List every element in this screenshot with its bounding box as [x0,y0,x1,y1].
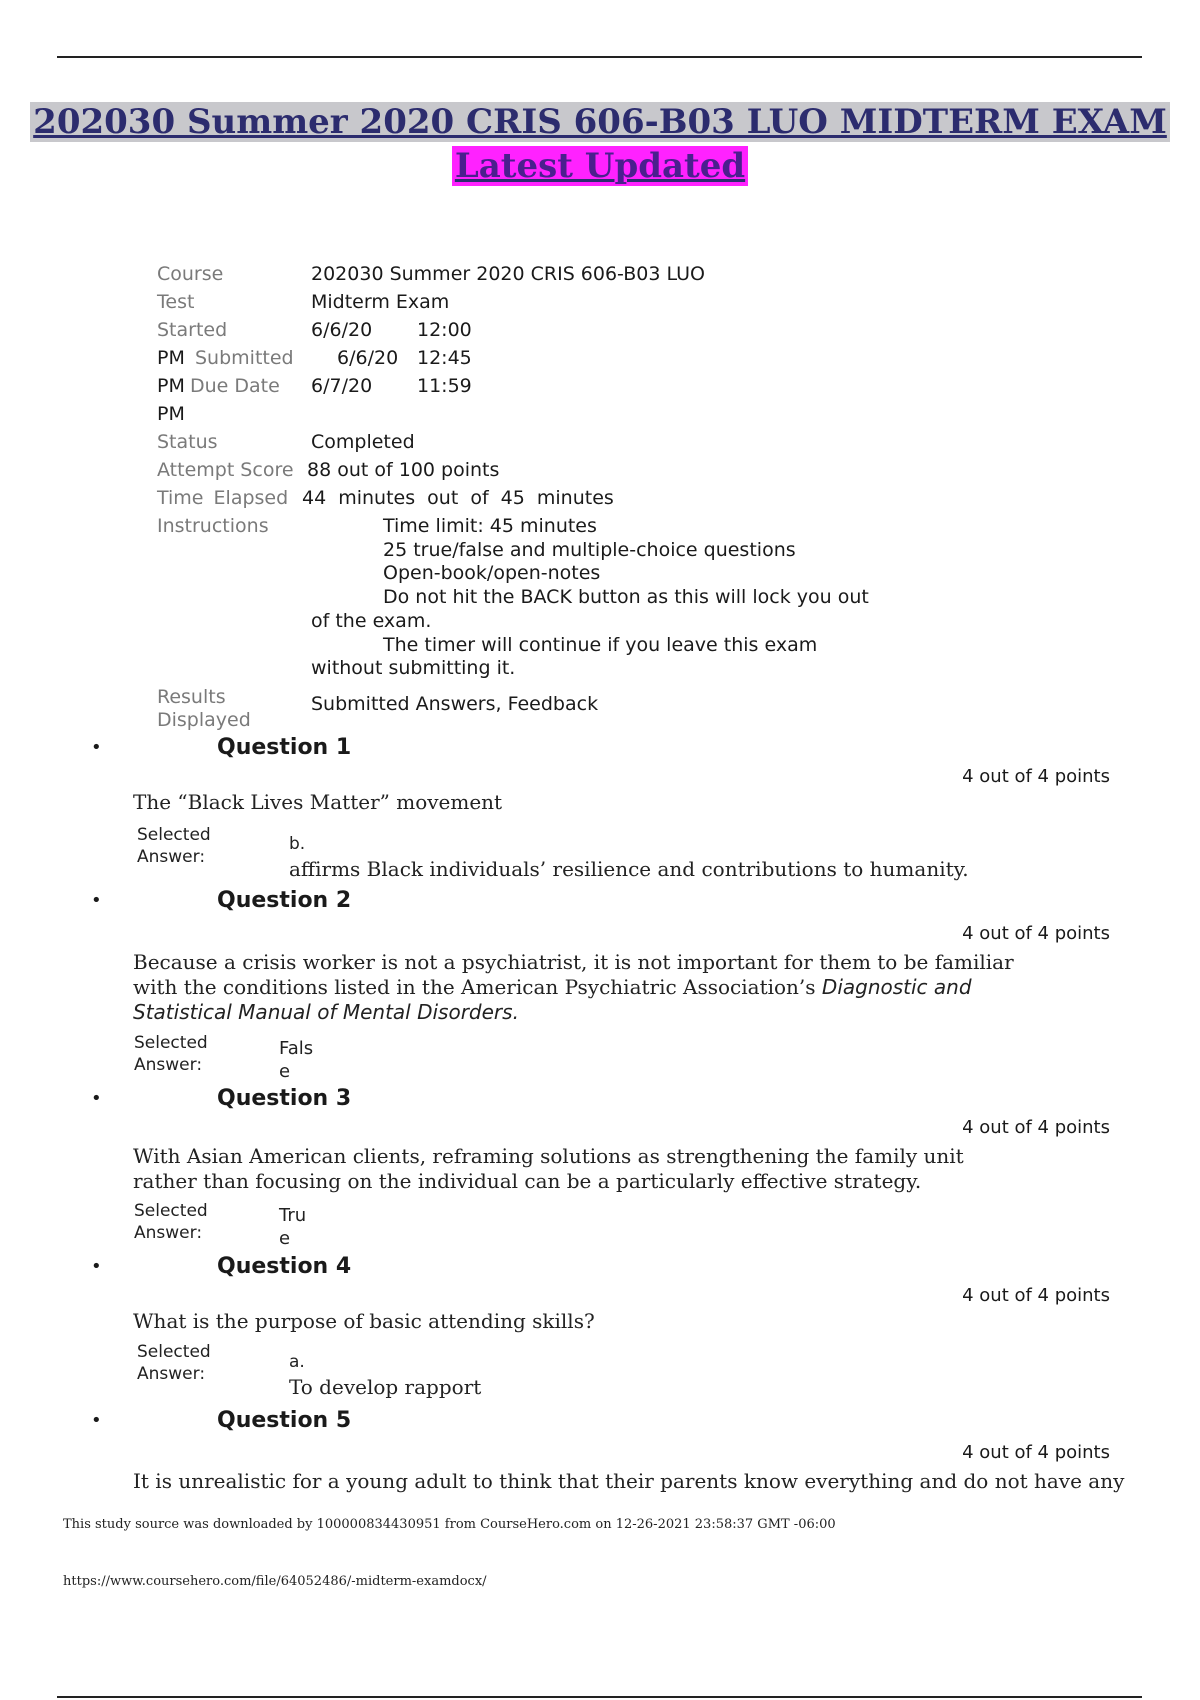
selected-label-line1: Selected [134,1033,208,1053]
instructions-line-7: without submitting it. [311,657,516,679]
question-points: 4 out of 4 points [962,1285,1110,1306]
due-date-label: Due Date [190,375,280,397]
started-time: 12:00 [417,319,472,341]
question-text-main: Because a crisis worker is not a psychiatrist, it is not important for them to be familiar with the conditions listed in the American Psychiatric Association’s [133,950,1014,999]
results-label-2: Displayed [157,709,251,731]
course-value: 202030 Summer 2020 CRIS 606-B03 LUO [311,263,705,285]
question-text: With Asian American clients, reframing solutions as strengthening the family unit rather than focusing on the individual can be a particularly effective strategy. [133,1144,964,1193]
instructions-line-6: The timer will continue if you leave this exam [383,634,818,656]
submitted-prefix: PM [157,347,185,369]
bullet: • [91,890,102,911]
question-text: It is unrealistic for a young adult to think that their parents know everything and do not have any [133,1469,1125,1493]
selected-label-line2: Answer: [134,1223,203,1243]
question-points: 4 out of 4 points [962,1442,1110,1463]
bottom-rule [57,1696,1142,1698]
due-time: 11:59 [417,375,472,397]
question-title: Question 4 [217,1254,352,1279]
started-label: Started [157,319,228,341]
answer-letter: a. [289,1352,305,1372]
question-points: 4 out of 4 points [962,766,1110,787]
due-suffix: PM [157,403,185,425]
question-title: Question 2 [217,888,352,913]
question-title: Question 3 [217,1086,352,1111]
results-label-1: Results [157,686,226,708]
instructions-label: Instructions [157,515,269,537]
page-title [0,102,1200,142]
page-title-line2: Latest Updated [452,146,748,186]
selected-label-line2: Answer: [137,847,206,867]
selected-answer-label [137,824,211,868]
bullet: • [91,1256,102,1277]
submitted-label: Submitted [195,347,294,369]
bullet: • [91,1088,102,1109]
answer-text: False [279,1038,314,1082]
due-prefix: PM [157,375,185,397]
question-points: 4 out of 4 points [962,923,1110,944]
submitted-time: 12:45 [417,347,472,369]
attempt-score-value: 88 out of 100 points [307,459,500,481]
attempt-score-label: Attempt Score [157,459,294,481]
due-date: 6/7/20 [311,375,373,397]
selected-answer-label [137,1341,211,1385]
question-title: Question 1 [217,735,352,760]
answer-text: To develop rapport [289,1375,482,1399]
started-date: 6/6/20 [311,319,373,341]
selected-label-line1: Selected [137,1342,211,1362]
selected-answer-label [134,1200,208,1244]
selected-answer-label [134,1032,208,1076]
selected-label-line1: Selected [137,825,211,845]
source-url[interactable]: https://www.coursehero.com/file/64052486/-midterm-examdocx/ [63,1574,487,1589]
top-rule [57,56,1142,58]
selected-label-line2: Answer: [137,1364,206,1384]
question-text-italic: Diagnostic and Statistical Manual of Mental Disorders. [133,975,972,1024]
instructions-line-3: Open-book/open-notes [383,562,601,584]
instructions-line-5: of the exam. [311,610,432,632]
selected-label-line1: Selected [134,1201,208,1221]
bullet: • [91,1410,102,1431]
instructions-line-2: 25 true/false and multiple-choice questions [383,539,796,561]
results-value: Submitted Answers, Feedback [311,693,599,715]
answer-letter: b. [289,834,306,854]
instructions-line-4: Do not hit the BACK button as this will lock you out [383,586,869,608]
time-elapsed-label: Time Elapsed [157,487,289,509]
test-label: Test [157,291,195,313]
question-text: What is the purpose of basic attending skills? [133,1309,595,1333]
answer-text: affirms Black individuals’ resilience and contributions to humanity. [289,857,969,881]
status-value: Completed [311,431,415,453]
status-label: Status [157,431,218,453]
question-text: The “Black Lives Matter” movement [133,790,503,814]
course-label: Course [157,263,224,285]
time-elapsed-value: 44 minutes out of 45 minutes [302,487,614,509]
page-title-line1: 202030 Summer 2020 CRIS 606-B03 LUO MIDTERM EXAM [30,102,1170,142]
question-points: 4 out of 4 points [962,1117,1110,1138]
instructions-line-1: Time limit: 45 minutes [383,515,597,537]
answer-text: True [279,1205,307,1249]
download-note: This study source was downloaded by 100000834430951 from CourseHero.com on 12-26-2021 23:58:37 GMT -06:00 [63,1517,836,1532]
page-subtitle [0,146,1200,186]
submitted-date: 6/6/20 [337,347,399,369]
selected-label-line2: Answer: [134,1055,203,1075]
question-text [133,950,1033,1025]
test-value: Midterm Exam [311,291,450,313]
question-title: Question 5 [217,1408,352,1433]
bullet: • [91,737,102,758]
